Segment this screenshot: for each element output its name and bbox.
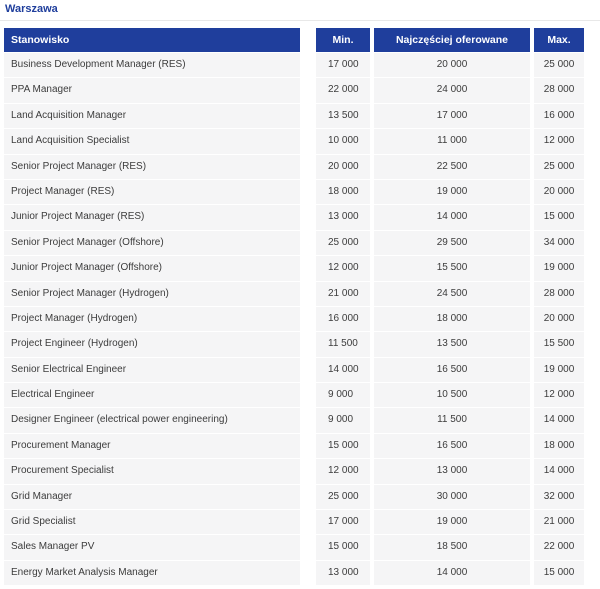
- cell-position: Designer Engineer (electrical power engineering): [4, 408, 300, 433]
- cell-min: 25 000: [316, 231, 370, 256]
- cell-most-offered: 19 000: [374, 510, 530, 535]
- cell-most-offered: 13 500: [374, 332, 530, 357]
- table-row: [4, 434, 584, 459]
- table-header: [4, 28, 584, 52]
- cell-min: 11 500: [316, 332, 370, 357]
- cell-position: Grid Specialist: [4, 510, 300, 535]
- cell-position: Land Acquisition Specialist: [4, 129, 300, 154]
- cell-min: 16 000: [316, 307, 370, 332]
- cell-position: Junior Project Manager (RES): [4, 205, 300, 230]
- cell-most-offered: 29 500: [374, 231, 530, 256]
- cell-max: 22 000: [534, 535, 584, 560]
- cell-position: Business Development Manager (RES): [4, 53, 300, 78]
- cell-most-offered: 30 000: [374, 485, 530, 510]
- table-row: [4, 485, 584, 510]
- cell-min: 9 000: [316, 408, 370, 433]
- cell-most-offered: 15 500: [374, 256, 530, 281]
- cell-position: Procurement Specialist: [4, 459, 300, 484]
- cell-max: 28 000: [534, 282, 584, 307]
- cell-max: 18 000: [534, 434, 584, 459]
- cell-max: 19 000: [534, 358, 584, 383]
- cell-position: Electrical Engineer: [4, 383, 300, 408]
- cell-max: 15 000: [534, 561, 584, 586]
- cell-most-offered: 24 000: [374, 78, 530, 103]
- cell-min: 9 000: [316, 383, 370, 408]
- table-row: [4, 256, 584, 281]
- cell-most-offered: 19 000: [374, 180, 530, 205]
- table-row: [4, 53, 584, 78]
- cell-most-offered: 18 000: [374, 307, 530, 332]
- cell-position: Senior Project Manager (Offshore): [4, 231, 300, 256]
- cell-position: Procurement Manager: [4, 434, 300, 459]
- table-row: [4, 129, 584, 154]
- cell-min: 13 000: [316, 205, 370, 230]
- table-row: [4, 383, 584, 408]
- cell-position: Senior Electrical Engineer: [4, 358, 300, 383]
- cell-min: 22 000: [316, 78, 370, 103]
- cell-min: 17 000: [316, 510, 370, 535]
- table-row: [4, 358, 584, 383]
- table-row: [4, 231, 584, 256]
- cell-most-offered: 20 000: [374, 53, 530, 78]
- header-position: Stanowisko: [4, 28, 300, 52]
- table-row: [4, 155, 584, 180]
- cell-position: Project Engineer (Hydrogen): [4, 332, 300, 357]
- table-row: [4, 78, 584, 103]
- cell-position: Sales Manager PV: [4, 535, 300, 560]
- cell-most-offered: 24 500: [374, 282, 530, 307]
- table-row: [4, 332, 584, 357]
- cell-position: Junior Project Manager (Offshore): [4, 256, 300, 281]
- cell-min: 10 000: [316, 129, 370, 154]
- cell-min: 13 000: [316, 561, 370, 586]
- cell-max: 19 000: [534, 256, 584, 281]
- cell-most-offered: 13 000: [374, 459, 530, 484]
- cell-position: Energy Market Analysis Manager: [4, 561, 300, 586]
- cell-max: 12 000: [534, 383, 584, 408]
- cell-max: 15 000: [534, 205, 584, 230]
- cell-max: 21 000: [534, 510, 584, 535]
- table-row: [4, 104, 584, 129]
- cell-min: 15 000: [316, 535, 370, 560]
- cell-most-offered: 18 500: [374, 535, 530, 560]
- cell-max: 25 000: [534, 53, 584, 78]
- cell-min: 21 000: [316, 282, 370, 307]
- cell-most-offered: 16 500: [374, 434, 530, 459]
- table-row: [4, 282, 584, 307]
- cell-max: 14 000: [534, 408, 584, 433]
- cell-most-offered: 14 000: [374, 561, 530, 586]
- cell-min: 12 000: [316, 459, 370, 484]
- cell-min: 25 000: [316, 485, 370, 510]
- cell-position: Grid Manager: [4, 485, 300, 510]
- table-row: [4, 535, 584, 560]
- cell-position: Senior Project Manager (RES): [4, 155, 300, 180]
- table-row: [4, 180, 584, 205]
- cell-max: 28 000: [534, 78, 584, 103]
- cell-max: 34 000: [534, 231, 584, 256]
- cell-position: Project Manager (Hydrogen): [4, 307, 300, 332]
- cell-most-offered: 11 000: [374, 129, 530, 154]
- table-row: [4, 561, 584, 586]
- cell-most-offered: 22 500: [374, 155, 530, 180]
- table-row: [4, 408, 584, 433]
- salary-table: [4, 28, 584, 586]
- cell-most-offered: 17 000: [374, 104, 530, 129]
- cell-min: 12 000: [316, 256, 370, 281]
- header-most-offered: Najczęściej oferowane: [374, 28, 530, 52]
- cell-most-offered: 16 500: [374, 358, 530, 383]
- table-row: [4, 307, 584, 332]
- table-row: [4, 510, 584, 535]
- header-max: Max.: [534, 28, 584, 52]
- cell-max: 15 500: [534, 332, 584, 357]
- cell-most-offered: 10 500: [374, 383, 530, 408]
- cell-min: 20 000: [316, 155, 370, 180]
- cell-position: Land Acquisition Manager: [4, 104, 300, 129]
- table-row: [4, 205, 584, 230]
- cell-min: 13 500: [316, 104, 370, 129]
- header-min: Min.: [316, 28, 370, 52]
- cell-min: 15 000: [316, 434, 370, 459]
- table-body: [4, 53, 584, 586]
- cell-max: 14 000: [534, 459, 584, 484]
- cell-max: 16 000: [534, 104, 584, 129]
- cell-min: 18 000: [316, 180, 370, 205]
- cell-max: 12 000: [534, 129, 584, 154]
- cell-min: 14 000: [316, 358, 370, 383]
- cell-position: PPA Manager: [4, 78, 300, 103]
- cell-max: 20 000: [534, 180, 584, 205]
- table-row: [4, 459, 584, 484]
- cell-position: Project Manager (RES): [4, 180, 300, 205]
- cell-max: 20 000: [534, 307, 584, 332]
- cell-most-offered: 14 000: [374, 205, 530, 230]
- cell-position: Senior Project Manager (Hydrogen): [4, 282, 300, 307]
- cell-max: 32 000: [534, 485, 584, 510]
- city-heading: Warszawa: [5, 3, 58, 15]
- cell-max: 25 000: [534, 155, 584, 180]
- heading-divider: [0, 20, 600, 21]
- cell-most-offered: 11 500: [374, 408, 530, 433]
- cell-min: 17 000: [316, 53, 370, 78]
